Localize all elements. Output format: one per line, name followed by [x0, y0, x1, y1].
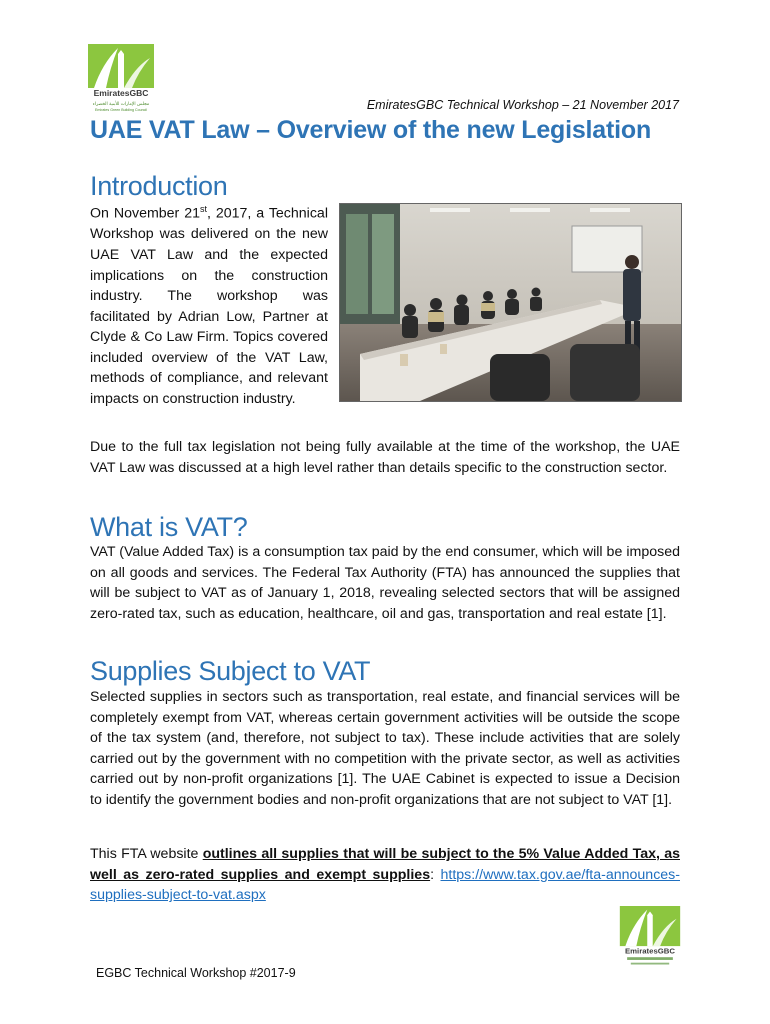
footer-logo-wordmark: EmiratesGBC — [624, 946, 676, 956]
emiratesgbc-footer-logo — [618, 906, 682, 970]
fta-link[interactable]: https://www.tax.gov.ae/fta-announces-supplies-subject-to-vat.aspx — [90, 866, 680, 904]
intro-rest: , 2017, a Technical Workshop was delivered on the new UAE VAT Law and the expected implications on the construction industry. The workshop was facilitated by Adrian Low, Partner at Clyde & Co Law Firm. Topics covered included overview of the VAT Law, methods of compliance, and relevant impacts on construction industry. — [90, 205, 328, 408]
supplies-paragraph-2 — [90, 844, 680, 906]
workshop-photo — [339, 203, 682, 402]
logo-arabic: مجلس الإمارات للأبنية الخضراء — [92, 102, 150, 107]
supplies-paragraph-1: Selected supplies in sectors such as transportation, real estate, and financial services will be completely exempt from VAT, whereas certain government activities will be outside the scope of the tax system (and, therefore, not subject to tax). These include activities that are solely carried out by the government with no competition with the private sector, as well as activities carried out by non-profit organizations [1]. The UAE Cabinet is expected to issue a Decision to identify the government bodies and non-profit organizations that are not subject to VAT [1]. — [90, 689, 680, 808]
workshop-date-line: EmiratesGBC Technical Workshop – 21 November 2017 — [366, 98, 679, 112]
supplies-p2-bold: outlines all supplies that will be subject to the 5% Value Added Tax, as well as zero-rated supplies and exempt supplies — [90, 846, 680, 883]
what-is-vat-heading: What is VAT? — [90, 512, 248, 542]
intro-day: On November 21 — [90, 205, 200, 222]
logo-subtitle: Emirates Green Building Council — [95, 108, 147, 112]
emiratesgbc-logo — [88, 44, 154, 114]
page-title: UAE VAT Law – Overview of the new Legislation — [90, 116, 652, 144]
what-is-vat-paragraph: VAT (Value Added Tax) is a consumption tax paid by the end consumer, which will be imposed on all goods and services. The Federal Tax Authority (FTA) has announced the supplies that will be subject to VAT as of January 1, 2018, revealing selected sectors that will be assigned zero-rated tax, such as education, healthcare, oil and gas, transportation and real estate [1]. — [90, 544, 680, 622]
supplies-p2-colon: : — [430, 866, 441, 883]
intro-superscript: st — [199, 204, 207, 214]
introduction-paragraph-2: Due to the full tax legislation not being fully available at the time of the workshop, the UAE VAT Law was discussed at a high level rather than details specific to the construction sector. — [90, 439, 680, 476]
introduction-heading: Introduction — [90, 171, 228, 201]
logo-wordmark: EmiratesGBC — [93, 88, 149, 98]
supplies-heading: Supplies Subject to VAT — [90, 656, 371, 686]
footer-text: EGBC Technical Workshop #2017-9 — [96, 966, 296, 980]
introduction-paragraph — [90, 199, 328, 410]
supplies-p2-prefix: This FTA website — [90, 846, 203, 862]
